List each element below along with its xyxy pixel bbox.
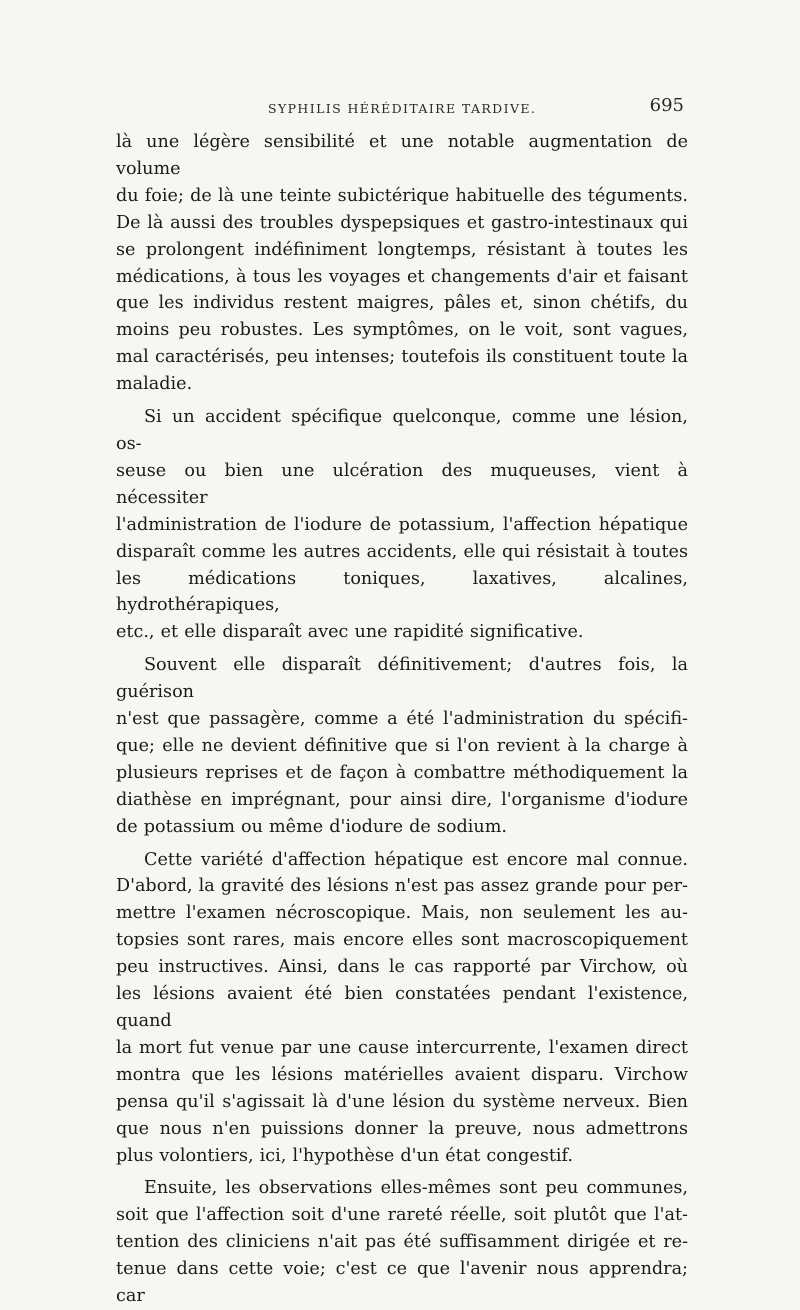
text-line: tention des cliniciens n'ait pas été suffisamment dirigée et re-: [116, 1232, 688, 1253]
text-line: mettre l'examen nécroscopique. Mais, non seulement les au-: [116, 903, 688, 924]
text-line: disparaît comme les autres accidents, elle qui résistait à toutes: [116, 541, 688, 562]
text-line: les médications toniques, laxatives, alcalines, hydrothérapiques,: [116, 568, 688, 616]
text-line: Souvent elle disparaît définitivement; d'autres fois, la guérison: [116, 655, 688, 703]
text-line: que; elle ne devient définitive que si l'on revient à la charge à: [116, 735, 688, 756]
text-line: mal caractérisés, peu intenses; toutefois ils constituent toute la: [116, 347, 688, 368]
page-number: 695: [649, 95, 684, 116]
text-line: plus volontiers, ici, l'hypothèse d'un état congestif.: [116, 1145, 574, 1166]
paragraph-1: [116, 129, 688, 398]
text-line: du foie; de là une teinte subictérique habituelle des téguments.: [116, 185, 688, 206]
text-line: maladie.: [116, 374, 193, 395]
text-line: l'administration de l'iodure de potassium, l'affection hépatique: [116, 514, 688, 535]
page-header: [116, 95, 688, 123]
text-line: D'abord, la gravité des lésions n'est pas assez grande pour per-: [116, 876, 688, 897]
text-line: Ensuite, les observations elles-mêmes sont peu communes,: [144, 1178, 688, 1199]
text-line: que nous n'en puissions donner la preuve, nous admettrons: [116, 1118, 688, 1139]
text-line: soit que l'affection soit d'une rareté réelle, soit plutôt que l'at-: [116, 1205, 688, 1226]
text-line: tenue dans cette voie; c'est ce que l'avenir nous apprendra; car: [116, 1259, 688, 1307]
text-line: diathèse en imprégnant, pour ainsi dire, l'organisme d'iodure: [116, 789, 688, 810]
text-line: topsies sont rares, mais encore elles sont macroscopiquement: [116, 930, 688, 951]
text-line: se prolongent indéfiniment longtemps, résistant à toutes les: [116, 239, 688, 260]
text-line: médications, à tous les voyages et changements d'air et faisant: [116, 266, 688, 287]
text-line: les lésions avaient été bien constatées pendant l'existence, quand: [116, 984, 688, 1031]
paragraph-5: [116, 1175, 688, 1310]
text-line: montra que les lésions matérielles avaient disparu. Virchow: [116, 1064, 688, 1085]
text-line: pensa qu'il s'agissait là d'une lésion du système nerveux. Bien: [116, 1091, 688, 1112]
text-line: peu instructives. Ainsi, dans le cas rapporté par Virchow, où: [116, 957, 688, 978]
text-line: là une légère sensibilité et une notable augmentation de volume: [116, 132, 688, 179]
text-line: De là aussi des troubles dyspepsiques et gastro-intestinaux qui: [116, 212, 688, 233]
text-line: n'est que passagère, comme a été l'administration du spécifi-: [116, 709, 688, 730]
text-line: Cette variété d'affection hépatique est encore mal connue.: [144, 849, 688, 870]
text-line: la mort fut venue par une cause intercurrente, l'examen direct: [116, 1037, 688, 1058]
paragraph-4: [116, 847, 688, 1170]
text-line: etc., et elle disparaît avec une rapidité significative.: [116, 622, 584, 643]
paragraph-3: [116, 652, 688, 840]
text-line: seuse ou bien une ulcération des muqueuses, vient à nécessiter: [116, 460, 688, 508]
paragraph-2: [116, 404, 688, 646]
book-page: [116, 95, 688, 1310]
text-line: de potassium ou même d'iodure de sodium.: [116, 816, 507, 837]
text-line: Si un accident spécifique quelconque, comme une lésion, os-: [116, 407, 688, 454]
text-line: que les individus restent maigres, pâles et, sinon chétifs, du: [116, 293, 688, 314]
text-line: plusieurs reprises et de façon à combattre méthodiquement la: [116, 762, 688, 783]
running-title: SYPHILIS HÉRÉDITAIRE TARDIVE.: [268, 101, 537, 116]
text-line: moins peu robustes. Les symptômes, on le voit, sont vagues,: [116, 320, 688, 341]
